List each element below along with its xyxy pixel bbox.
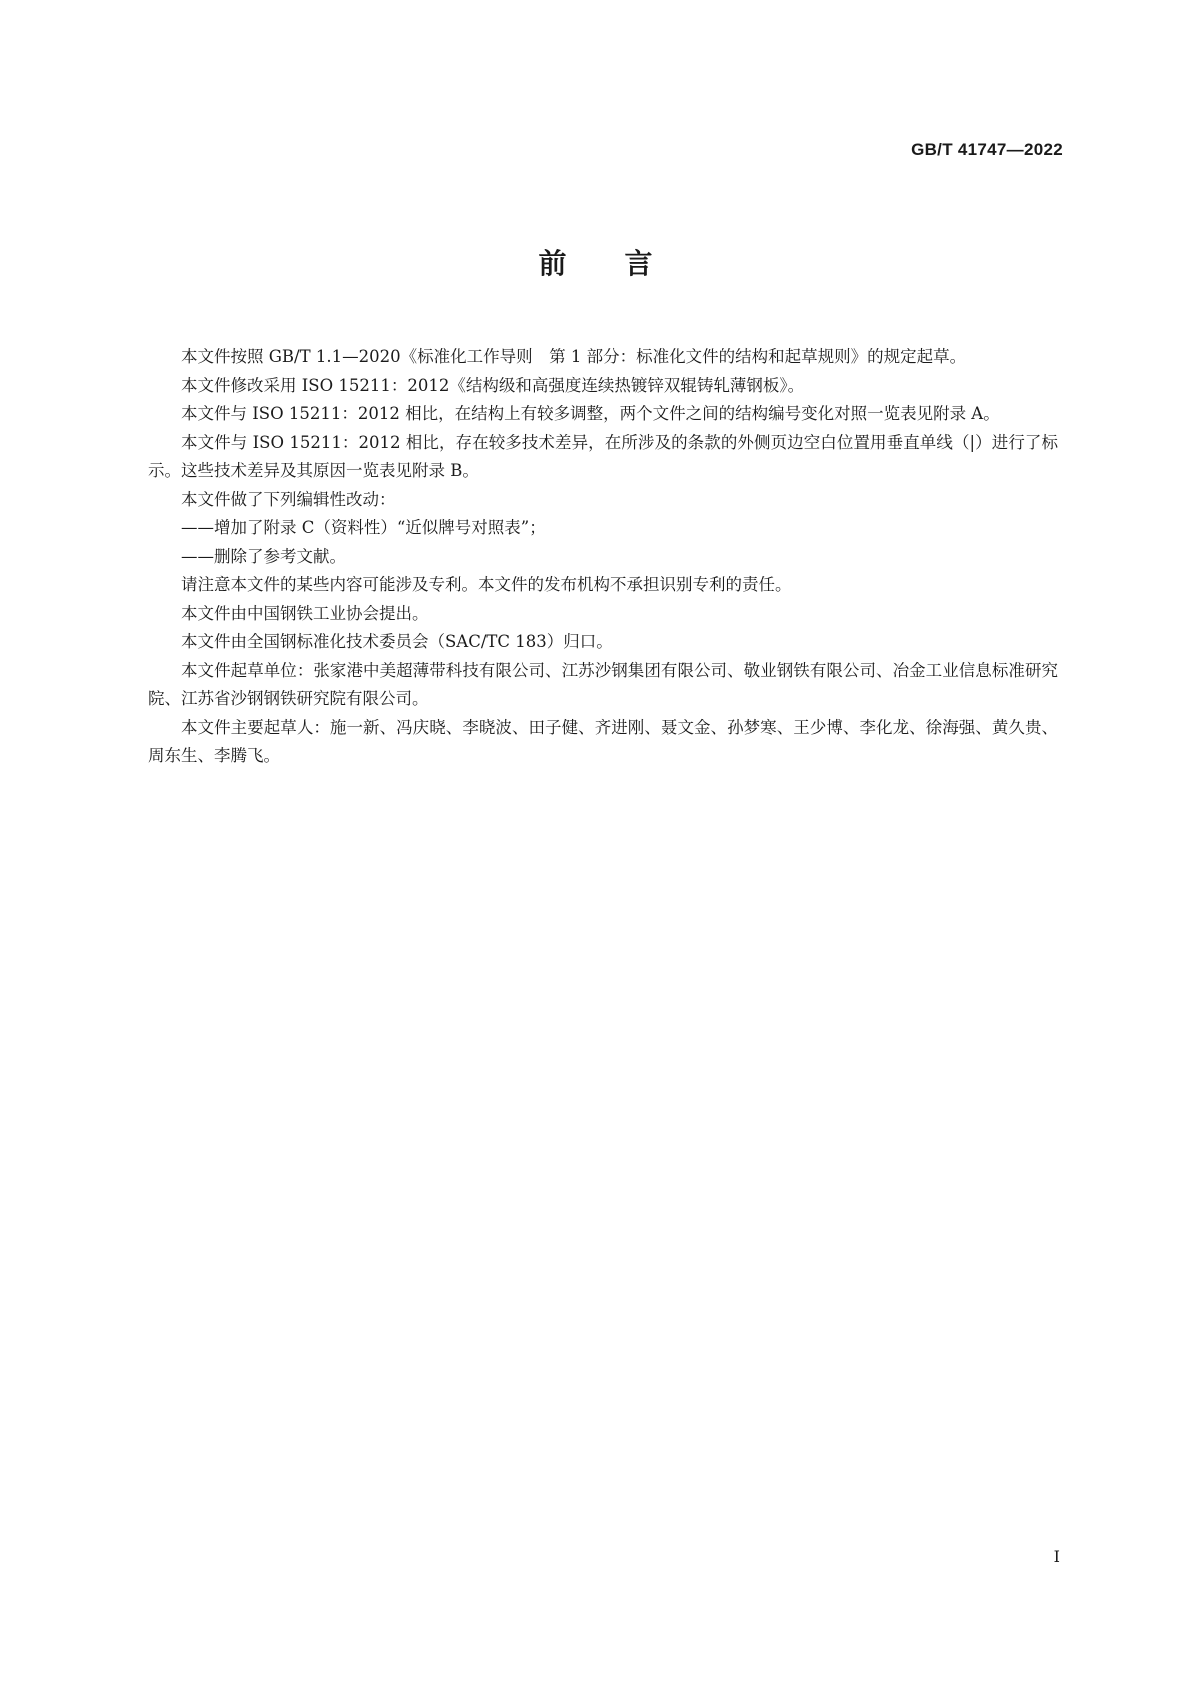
paragraph-editorial-changes: 本文件做了下列编辑性改动：: [181, 489, 396, 509]
paragraph-drafters: 本文件主要起草人：施一新、冯庆晓、李晓波、田子健、齐进刚、聂文金、孙梦寒、王少博、李化龙、徐海强、黄久贵、周东生、李腾飞。: [148, 717, 1058, 765]
paragraph-committee: 本文件由全国钢标准化技术委员会（SAC/TC 183）归口。: [181, 632, 613, 651]
page-title: [0, 242, 1191, 282]
page-number: I: [1053, 1547, 1060, 1566]
title-char-2: 言: [624, 247, 653, 280]
paragraph-adoption: 本文件修改采用 ISO 15211：2012《结构级和高强度连续热镀锌双辊铸轧薄钢板》。: [181, 375, 805, 395]
paragraph-technical-differences: 本文件与 ISO 15211：2012 相比，存在较多技术差异，在所涉及的条款的外侧页边空白位置用垂直单线（|）进行了标示。这些技术差异及其原因一览表见附录 B。: [148, 432, 1058, 480]
paragraph-drafting-rules: 本文件按照 GB/T 1.1—2020《标准化工作导则 第 1 部分：标准化文件的结构和起草规则》的规定起草。: [181, 347, 967, 366]
title-char-1: 前: [538, 247, 567, 280]
preface-body: [148, 343, 1058, 771]
paragraph-structure-changes: 本文件与 ISO 15211：2012 相比，在结构上有较多调整，两个文件之间的结构编号变化对照一览表见附录 A。: [181, 404, 1000, 423]
list-item-annex-c: ——增加了附录 C（资料性）“近似牌号对照表”；: [181, 518, 546, 537]
standard-code: GB/T 41747—2022: [911, 140, 1063, 159]
paragraph-patent-notice: 请注意本文件的某些内容可能涉及专利。本文件的发布机构不承担识别专利的责任。: [181, 575, 792, 594]
paragraph-proposer: 本文件由中国钢铁工业协会提出。: [181, 603, 429, 623]
list-item-bibliography: ——删除了参考文献。: [181, 546, 346, 566]
paragraph-drafting-units: 本文件起草单位：张家港中美超薄带科技有限公司、江苏沙钢集团有限公司、敬业钢铁有限公司、冶金工业信息标准研究院、江苏省沙钢钢铁研究院有限公司。: [148, 660, 1058, 708]
